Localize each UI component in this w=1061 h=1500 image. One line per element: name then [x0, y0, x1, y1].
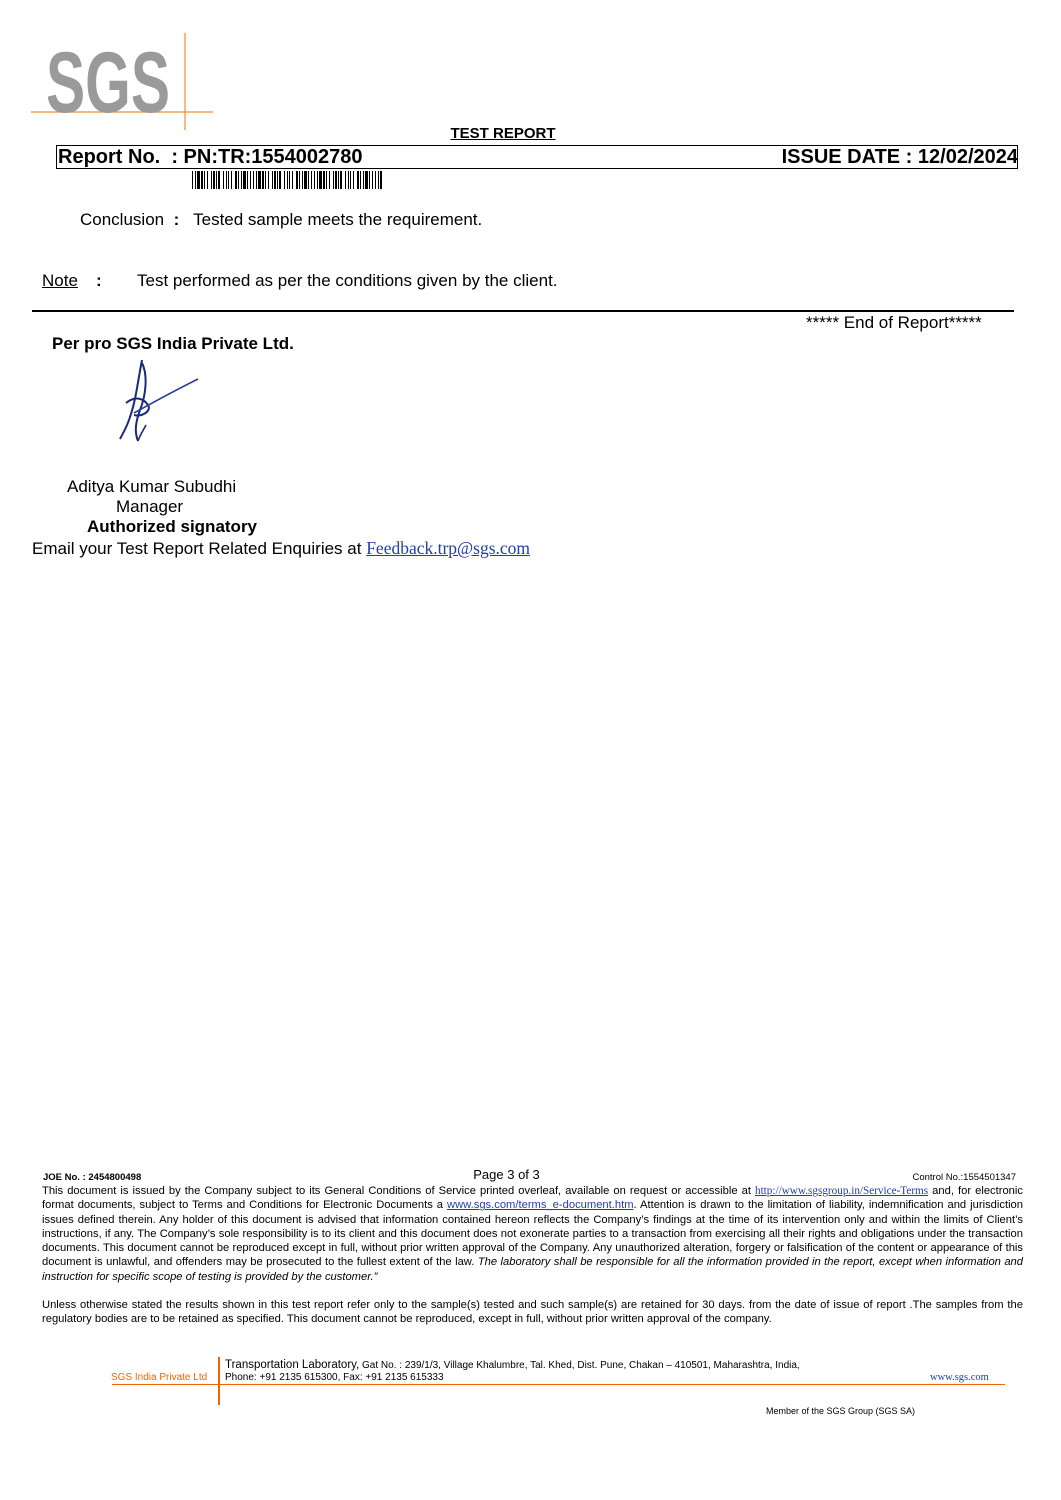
- website-link[interactable]: www.sgs.com: [930, 1372, 989, 1383]
- lab-address: [225, 1359, 800, 1371]
- lab-address-text: Gat No. : 239/1/3, Village Khalumbre, Tal. Khed, Dist. Pune, Chakan – 410501, Maharashtra, India,: [359, 1360, 800, 1371]
- disclaimer-italic: The laboratory shall be responsible for all the information provided in the report, except when information and instruction for specific scope of testing is provided by the customer.”: [42, 1256, 1023, 1283]
- lab-name: Transportation Laboratory,: [225, 1359, 360, 1371]
- note-text: Test performed as per the conditions given by the client.: [137, 271, 558, 290]
- end-of-report: ***** End of Report*****: [806, 313, 982, 332]
- feedback-email-link[interactable]: Feedback.trp@sgs.com: [366, 538, 531, 558]
- disclaimer-text: and, for electronic format documents, subject to Terms and Conditions for Electronic Documents a: [42, 1185, 1023, 1212]
- disclaimer-text: . Attention is drawn to the limitation of liability, indemnification and jurisdiction issues defined therein. Any holder of this document is advised that information contained hereon reflects the Company’s findings at the time of its intervention only and within the limits of Client’s instructions, if any. The Company’s sole responsibility is to its client and this document does not exonerate parties to a transaction from exercising all their rights and obligations under the transaction documents. This document cannot be reproduced except in full, without prior written approval of the Company. Any unauthorized alteration, forgery or falsification of the content or appearance of this document is unlawful, and offenders may be prosecuted to the fullest extent of the law.: [42, 1199, 1023, 1269]
- control-number: Control No.:1554501347: [912, 1172, 1016, 1183]
- service-terms-link[interactable]: http://www.sgsgroup.in/Service-Terms: [754, 1185, 929, 1197]
- conclusion-label: Conclusion: [80, 210, 165, 229]
- barcode-icon: [192, 171, 382, 189]
- disclaimer-text: This document is issued by the Company subject to its General Conditions of Service printed overleaf, available on request or accessible at: [42, 1185, 755, 1197]
- conclusion-text: Tested sample meets the requirement.: [193, 210, 483, 229]
- per-pro-company: Per pro SGS India Private Ltd.: [52, 334, 294, 353]
- note-label: Note: [42, 271, 78, 290]
- report-number: Report No. : PN:TR:1554002780: [58, 146, 363, 168]
- conclusion-colon: :: [173, 210, 180, 229]
- enquiry-line: [32, 538, 530, 559]
- signature-icon: [112, 355, 204, 447]
- address-divider-horizontal: [112, 1384, 1005, 1385]
- signatory-role: Manager: [116, 497, 184, 516]
- note-colon: :: [96, 271, 102, 290]
- sgs-logo: [28, 30, 218, 130]
- enquiry-text: Email your Test Report Related Enquiries at: [32, 539, 367, 558]
- page-number: Page 3 of 3: [473, 1167, 540, 1182]
- terms-e-document-link[interactable]: www.sgs.com/terms_e-document.htm: [447, 1199, 634, 1212]
- joe-number: JOE No. : 2454800498: [43, 1172, 142, 1183]
- address-divider-vertical: [218, 1357, 220, 1405]
- report-title: TEST REPORT: [450, 125, 556, 142]
- logo-text: SGS: [46, 35, 170, 130]
- retention-statement: Unless otherwise stated the results shown in this test report refer only to the sample(s) tested and such sample(s) are retained for 30 days. from the date of issue of report .The samples from the regulatory bodies are to be retained as specified. This document cannot be reproduced, except in full, without prior written approval of the company.: [42, 1299, 1023, 1326]
- phone-fax: Phone: +91 2135 615300, Fax: +91 2135 615333: [225, 1372, 444, 1383]
- legal-disclaimer: [42, 1184, 1023, 1284]
- issue-date: ISSUE DATE : 12/02/2024: [781, 146, 1018, 168]
- signatory-title: Authorized signatory: [87, 517, 258, 536]
- member-statement: Member of the SGS Group (SGS SA): [766, 1406, 916, 1416]
- conclusion-row: [80, 210, 482, 230]
- company-name: SGS India Private Ltd: [111, 1372, 208, 1383]
- section-divider: [32, 310, 1014, 312]
- sgs-logo-icon: [28, 30, 218, 130]
- signatory-name: Aditya Kumar Subudhi: [67, 477, 237, 496]
